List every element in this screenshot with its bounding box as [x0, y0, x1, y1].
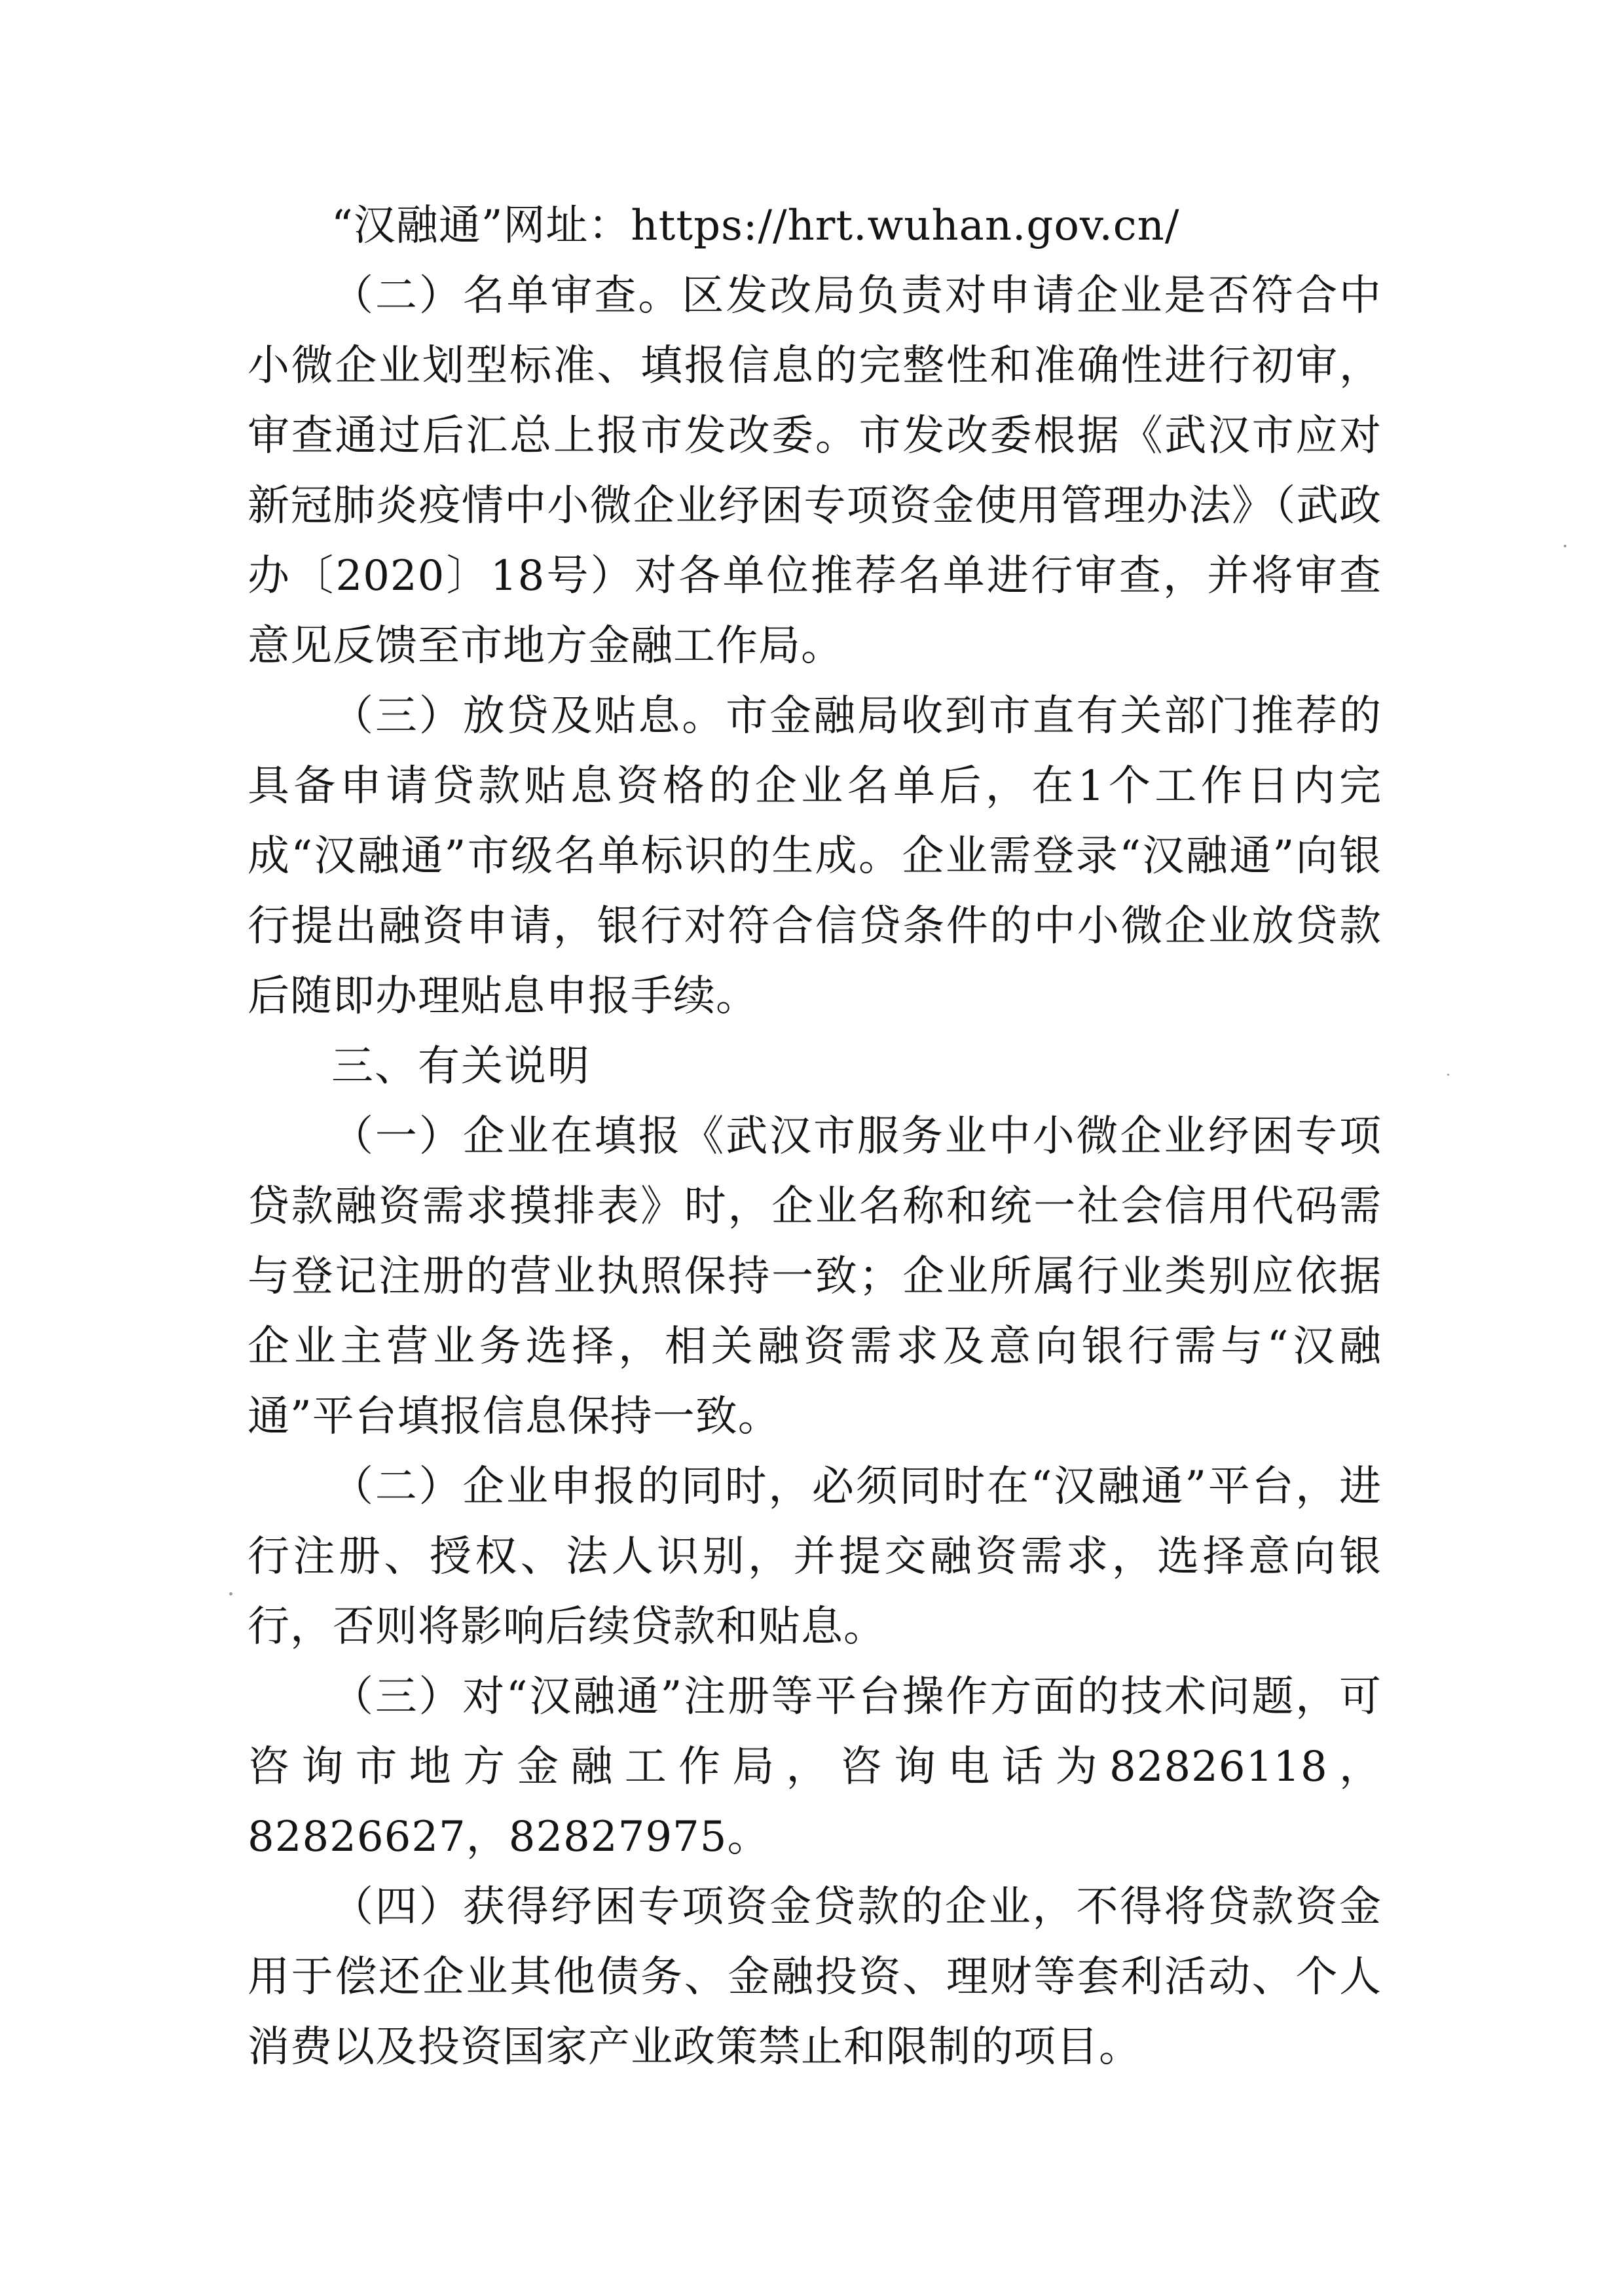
paragraph-note-1: （一）企业在填报《武汉市服务业中小微企业纾困专项贷款融资需求摸排表》时，企业名称和统一社会信用代码需与登记注册的营业执照保持一致；企业所属行业类别应依据企业主营业务选择，相关融资需求及意向银行需与“汉融通”平台填报信息保持一致。 — [248, 1112, 1382, 1441]
website-line: “汉融通”网址：https://hrt.wuhan.gov.cn/ — [331, 202, 1180, 250]
paragraph-note-2: （二）企业申报的同时，必须同时在“汉融通”平台，进行注册、授权、法人识别，并提交融资需求，选择意向银行，否则将影响后续贷款和贴息。 — [248, 1463, 1382, 1651]
paragraph-loan-subsidy: （三）放贷及贴息。市金融局收到市直有关部门推荐的具备申请贷款贴息资格的企业名单后，在1个工作日内完成“汉融通”市级名单标识的生成。企业需登录“汉融通”向银行提出融资申请，银行对符合信贷条件的中小微企业放贷款后随即办理贴息申报手续。 — [248, 692, 1382, 1021]
scan-speck — [1447, 1074, 1449, 1076]
paragraph-note-4: （四）获得纾困专项资金贷款的企业，不得将贷款资金用于偿还企业其他债务、金融投资、理财等套利活动、个人消费以及投资国家产业政策禁止和限制的项目。 — [248, 1883, 1382, 2071]
scan-speck — [1564, 545, 1566, 547]
scan-speck — [229, 1592, 232, 1595]
paragraph-note-3: （三）对“汉融通”注册等平台操作方面的技术问题，可咨询市地方金融工作局，咨询电话为82826118，82826627，82827975。 — [248, 1673, 1382, 1861]
section-heading-notes: 三、有关说明 — [331, 1042, 591, 1091]
document-body — [248, 191, 1382, 2083]
paragraph-list-review: （二）名单审查。区发改局负责对申请企业是否符合中小微企业划型标准、填报信息的完整性和准确性进行初审，审查通过后汇总上报市发改委。市发改委根据《武汉市应对新冠肺炎疫情中小微企业纾困专项资金使用管理办法》（武政办〔2020〕18号）对各单位推荐名单进行审查，并将审查意见反馈至市地方金融工作局。 — [248, 272, 1382, 670]
